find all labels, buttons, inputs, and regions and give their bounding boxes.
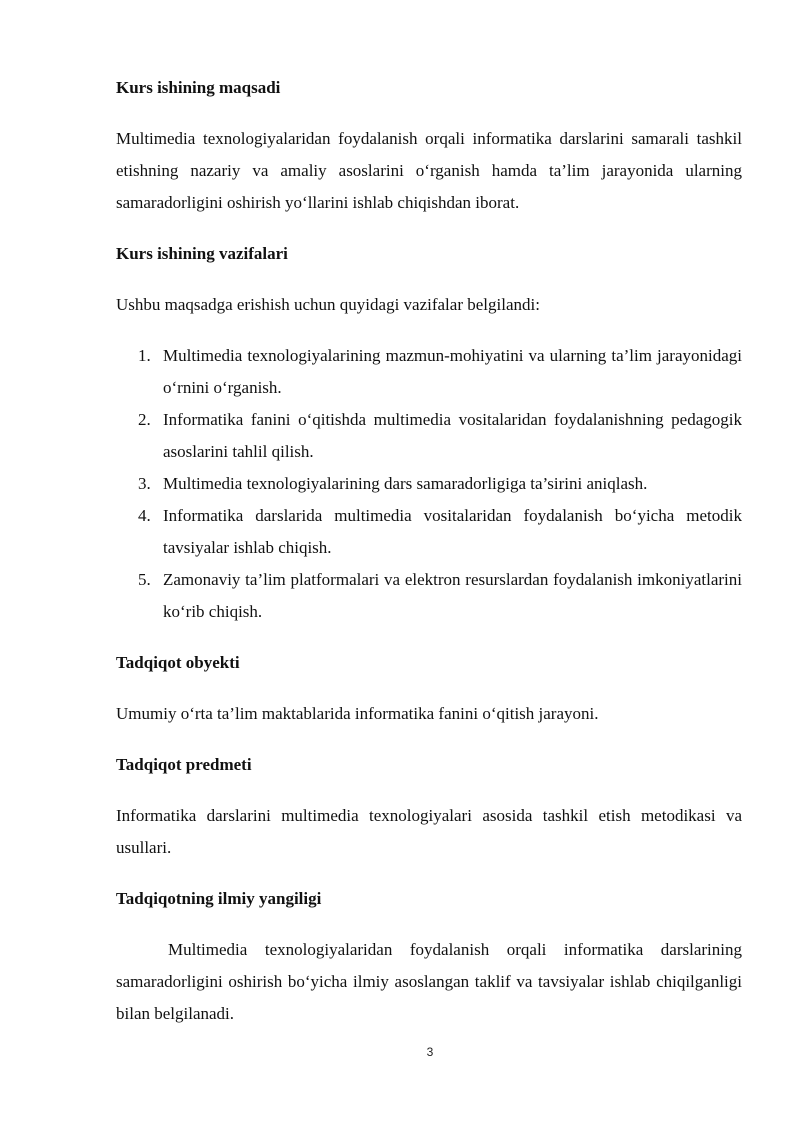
task-number: 1. bbox=[138, 346, 151, 365]
page-number: 3 bbox=[426, 1045, 434, 1059]
subject-heading: Tadqiqot predmeti bbox=[116, 755, 252, 774]
tasks-intro: Ushbu maqsadga erishish uchun quyidagi vazifalar belgilandi: bbox=[116, 295, 540, 314]
task-text: Multimedia texnologiyalarining dars samaradorligiga ta’sirini aniqlash. bbox=[163, 474, 648, 493]
task-text: Informatika fanini o‘qitishda multimedia vositalaridan foydalanishning pedagogik asoslarini tahlil qilish. bbox=[163, 410, 742, 461]
task-item bbox=[116, 404, 742, 468]
task-item bbox=[116, 500, 742, 564]
novelty-heading: Tadqiqotning ilmiy yangiligi bbox=[116, 889, 322, 908]
document-page bbox=[116, 72, 742, 1030]
task-text: Informatika darslarida multimedia vositalaridan foydalanish bo‘yicha metodik tavsiyalar ishlab chiqish. bbox=[163, 506, 742, 557]
goal-heading: Kurs ishining maqsadi bbox=[116, 78, 281, 97]
tasks-list bbox=[116, 340, 742, 628]
object-paragraph: Umumiy o‘rta ta’lim maktablarida informatika fanini o‘qitish jarayoni. bbox=[116, 704, 599, 723]
novelty-paragraph: Multimedia texnologiyalaridan foydalanish orqali informatika darslarining samaradorligini oshirish bo‘yicha ilmiy asoslangan taklif va tavsiyalar ishlab chiqilganligi bilan belgilanadi. bbox=[116, 940, 742, 1023]
subject-paragraph: Informatika darslarini multimedia texnologiyalari asosida tashkil etish metodikasi va usullari. bbox=[116, 806, 742, 857]
task-number: 2. bbox=[138, 410, 151, 429]
goal-paragraph: Multimedia texnologiyalaridan foydalanish orqali informatika darslarini samarali tashkil etishning nazariy va amaliy asoslarini o‘rganish hamda ta’lim jarayonida ularning samaradorligini oshirish yo‘llarini ishlab chiqishdan iborat. bbox=[116, 129, 742, 212]
task-text: Zamonaviy ta’lim platformalari va elektron resurslardan foydalanish imkoniyatlarini ko‘rib chiqish. bbox=[163, 570, 742, 621]
task-item bbox=[116, 468, 742, 500]
object-heading: Tadqiqot obyekti bbox=[116, 653, 240, 672]
task-number: 5. bbox=[138, 570, 151, 589]
task-item bbox=[116, 340, 742, 404]
task-text: Multimedia texnologiyalarining mazmun-mohiyatini va ularning ta’lim jarayonidagi o‘rnini o‘rganish. bbox=[163, 346, 742, 397]
task-number: 3. bbox=[138, 474, 151, 493]
task-item bbox=[116, 564, 742, 628]
task-number: 4. bbox=[138, 506, 151, 525]
tasks-heading: Kurs ishining vazifalari bbox=[116, 244, 288, 263]
